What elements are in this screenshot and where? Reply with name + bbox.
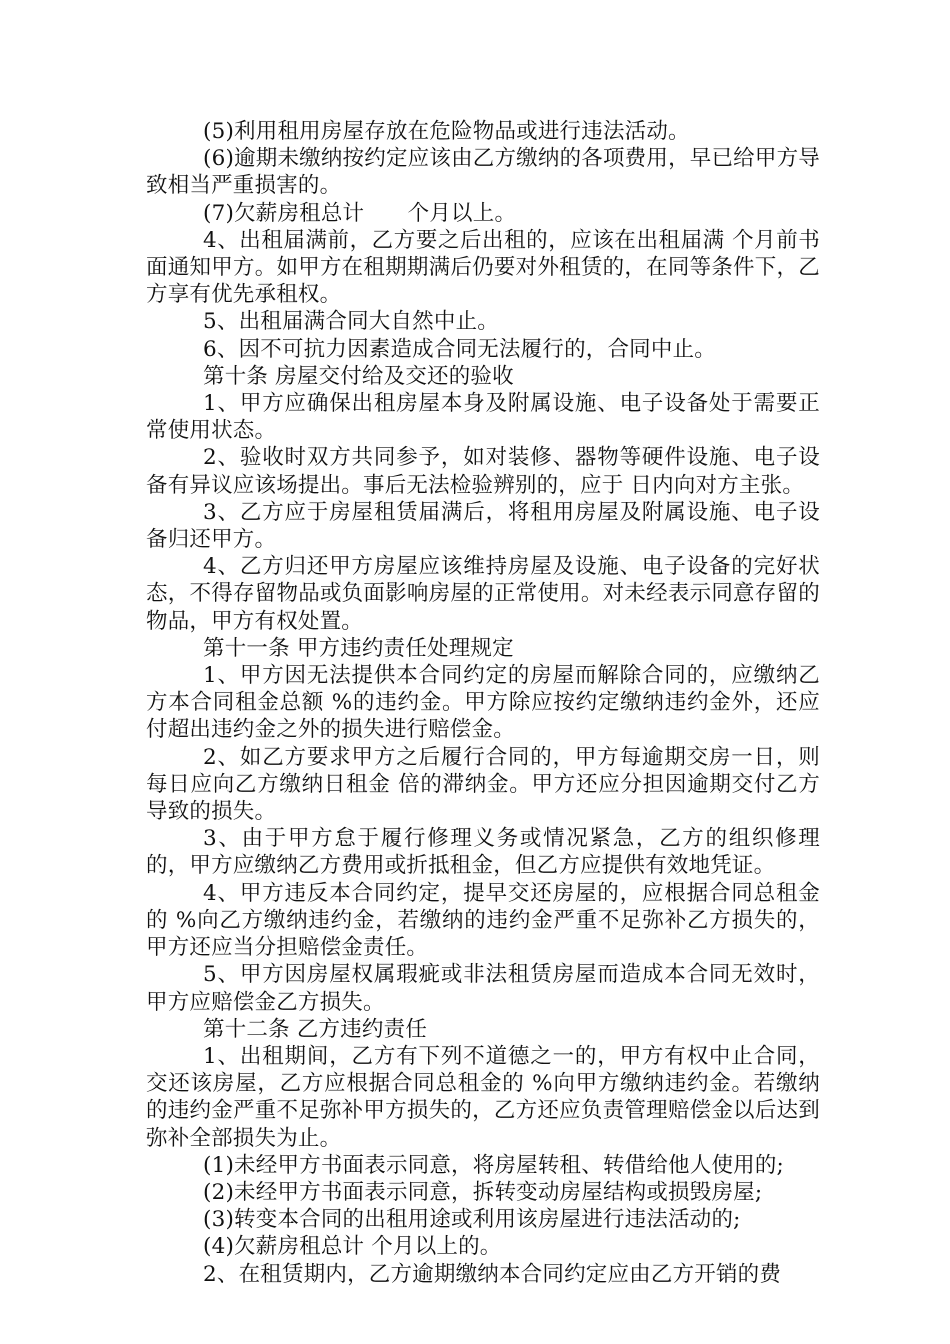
paragraph-art11-2: 2、如乙方要求甲方之后履行合同的，甲方每逾期交房一日，则每日应向乙方缴纳日租金 倍的滞纳金。甲方还应分担因逾期交付乙方导致的损失。: [146, 744, 820, 825]
paragraph-art10-2: 2、验收时双方共同参予，如对装修、器物等硬件设施、电子设备有异议应该场提出。事后无法检验辨别的，应于 日内向对方主张。: [146, 445, 820, 498]
clause-item-5: (5)利用租用房屋存放在危险物品或进行违法活动。: [203, 119, 690, 144]
paragraph-art11-1: 1、甲方因无法提供本合同约定的房屋而解除合同的，应缴纳乙方本合同租金总额 %的违约金。甲方除应按约定缴纳违约金外，还应付超出违约金之外的损失进行赔偿金。: [146, 663, 820, 743]
paragraph-force-majeure: 6、因不可抗力因素造成合同无法履行的，合同中止。: [203, 336, 716, 362]
clause-sub-item-2: (2)未经甲方书面表示同意，拆转变动房屋结构或损毁房屋;: [203, 1179, 763, 1205]
section-heading-article-12: 第十二条 乙方违约责任: [203, 1016, 428, 1042]
clause-sub-item-1: (1)未经甲方书面表示同意，将房屋转租、转借给他人使用的;: [203, 1152, 785, 1178]
paragraph-art11-3: 3、由于甲方怠于履行修理义务或情况紧急，乙方的组织修理的，甲方应缴纳乙方费用或折抵租金，但乙方应提供有效地凭证。: [146, 826, 820, 879]
paragraph-lease-expiry: 5、出租届满合同大自然中止。: [203, 309, 499, 335]
clause-item-6: (6)逾期未缴纳按约定应该由乙方缴纳的各项费用，早已给甲方导致相当严重损害的。: [146, 146, 820, 199]
clause-sub-item-3: (3)转变本合同的出租用途或利用该房屋进行违法活动的;: [203, 1207, 741, 1233]
section-heading-article-10: 第十条 房屋交付给及交还的验收: [203, 363, 514, 389]
clause-sub-item-4: (4)欠薪房租总计 个月以上的。: [203, 1234, 502, 1260]
paragraph-art12-2: 2、在租赁期内，乙方逾期缴纳本合同约定应由乙方开销的费: [203, 1261, 782, 1287]
paragraph-art10-1: 1、甲方应确保出租房屋本身及附属设施、电子设备处于需要正常使用状态。: [146, 391, 820, 444]
paragraph-renewal-notice: 4、出租届满前，乙方要之后出租的，应该在出租届满 个月前书面通知甲方。如甲方在租期期满后仍要对外租赁的，在同等条件下，乙方享有优先承租权。: [146, 227, 820, 308]
paragraph-art10-4: 4、乙方归还甲方房屋应该维持房屋及设施、电子设备的完好状态，不得存留物品或负面影响房屋的正常使用。对未经表示同意存留的物品，甲方有权处置。: [146, 554, 820, 634]
paragraph-art11-5: 5、甲方因房屋权属瑕疵或非法租赁房屋而造成本合同无效时，甲方应赔偿金乙方损失。: [146, 962, 820, 1015]
section-heading-article-11: 第十一条 甲方违约责任处理规定: [203, 635, 514, 661]
paragraph-art12-1: 1、出租期间，乙方有下列不道德之一的，甲方有权中止合同，交还该房屋，乙方应根据合同总租金的 %向甲方缴纳违约金。若缴纳的违约金严重不足弥补甲方损失的，乙方还应负责管理赔偿金以后达到弥补全部损失为止。: [146, 1043, 820, 1151]
paragraph-art11-4: 4、甲方违反本合同约定，提早交还房屋的，应根据合同总租金的 %向乙方缴纳违约金，若缴纳的违约金严重不足弥补乙方损失的，甲方还应当分担赔偿金责任。: [146, 880, 820, 961]
paragraph-art10-3: 3、乙方应于房屋租赁届满后，将租用房屋及附属设施、电子设备归还甲方。: [146, 499, 820, 553]
clause-item-7: (7)欠薪房租总计 个月以上。: [203, 200, 517, 226]
